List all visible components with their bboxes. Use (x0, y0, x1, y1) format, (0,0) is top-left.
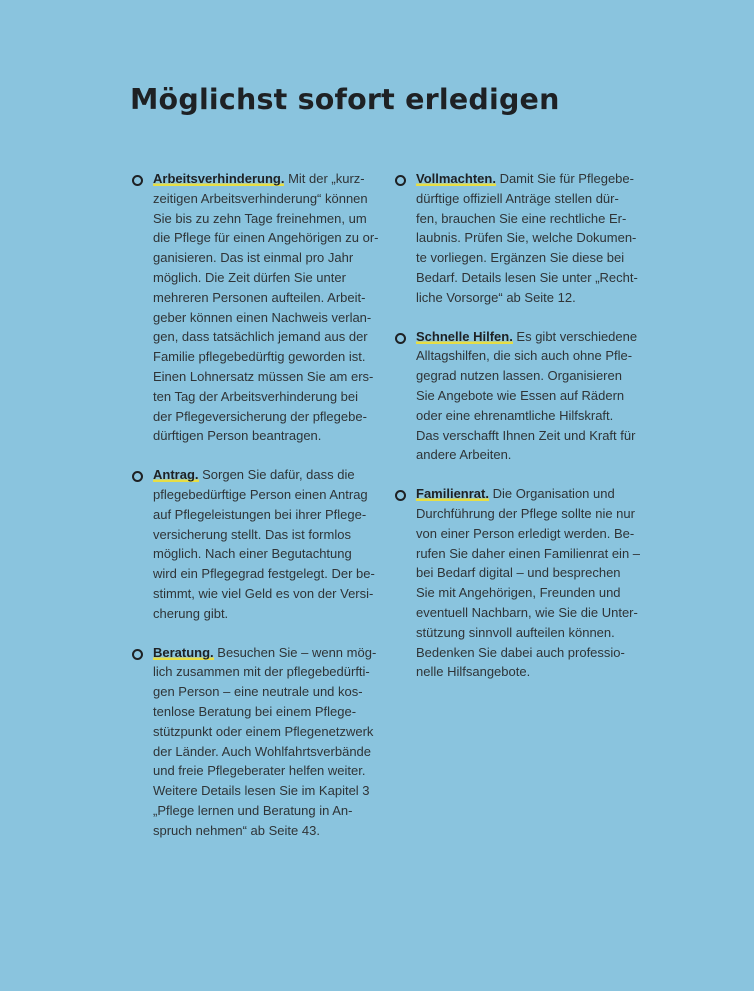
item-body-start: Mit der „kurz- (284, 171, 365, 186)
text-line: „Pflege lernen und Beratung in An- (153, 802, 353, 818)
item-text (153, 643, 377, 841)
circle-bullet-icon (395, 175, 406, 186)
text-line: pflegebedürftige Person einen Antrag (153, 486, 368, 502)
item-text (416, 169, 640, 308)
text-line: oder eine ehrenamtliche Hilfskraft. (416, 407, 614, 423)
text-line: Bedenken Sie dabei auch professio- (416, 644, 625, 660)
text-line: Einen Lohnersatz müssen Sie am ers- (153, 368, 374, 384)
text-line: Alltagshilfen, die sich auch ohne Pfle- (416, 348, 633, 364)
text-line: die Pflege für einen Angehörigen zu or- (153, 230, 379, 246)
list-item (394, 484, 640, 682)
text-line: tenlose Beratung bei einem Pflege- (153, 703, 357, 719)
item-heading: Familienrat. (416, 486, 489, 502)
text-line: Weitere Details lesen Sie im Kapitel 3 (153, 783, 370, 799)
text-line: mehreren Personen aufteilen. Arbeit- (153, 289, 366, 305)
item-text (416, 484, 640, 682)
item-text (416, 327, 640, 466)
list-item (131, 643, 377, 841)
right-column (394, 169, 640, 701)
circle-bullet-icon (132, 649, 143, 660)
page-title: Möglichst sofort erledigen (130, 83, 560, 116)
text-line: fen, brauchen Sie eine rechtliche Er- (416, 210, 627, 226)
item-body-start: Es gibt verschiedene (512, 328, 638, 344)
text-line: ganisieren. Das ist einmal pro Jahr (153, 250, 354, 266)
item-body-start: Sorgen Sie dafür, dass die (198, 467, 355, 483)
item-body-start: Besuchen Sie – wenn mög- (213, 644, 377, 660)
item-heading: Antrag. (153, 467, 199, 483)
circle-bullet-icon (132, 471, 143, 482)
text-line: versicherung stellt. Das ist formlos (153, 526, 351, 542)
circle-bullet-icon (395, 333, 406, 344)
text-line: dürftige offiziell Anträge stellen dür- (416, 190, 619, 206)
item-body-start: Damit Sie für Pflegebe- (495, 171, 634, 186)
left-column (131, 169, 377, 860)
item-text (153, 169, 377, 446)
text-line: spruch nehmen“ ab Seite 43. (153, 822, 320, 838)
item-heading: Arbeitsverhinderung. (153, 171, 285, 186)
text-line: Sie mit Angehörigen, Freunden und (416, 585, 621, 601)
text-line (416, 484, 640, 504)
text-line: auf Pflegeleistungen bei ihrer Pflege- (153, 506, 367, 522)
text-line: zeitigen Arbeitsverhinderung“ können (153, 190, 368, 206)
text-line: liche Vorsorge“ ab Seite 12. (416, 289, 576, 305)
text-line: laubnis. Prüfen Sie, welche Dokumen- (416, 230, 637, 246)
list-item (394, 169, 640, 308)
text-line: und freie Pflegeberater helfen weiter. (153, 763, 366, 779)
text-line: von einer Person erledigt werden. Be- (416, 525, 635, 541)
text-line: dürftigen Person beantragen. (153, 428, 322, 444)
list-item (131, 465, 377, 623)
text-line: gen, dass tatsächlich jemand aus der (153, 329, 368, 345)
text-line: eventuell Nachbarn, wie Sie die Unter- (416, 604, 638, 620)
list-item (394, 327, 640, 466)
text-line: Sie Angebote wie Essen auf Rädern (416, 387, 625, 403)
text-line: te vorliegen. Ergänzen Sie diese bei (416, 250, 625, 266)
text-line: wird ein Pflegegrad festgelegt. Der be- (153, 566, 375, 582)
text-line (416, 169, 640, 189)
text-line: andere Arbeiten. (416, 447, 512, 463)
text-line: möglich. Nach einer Begutachtung (153, 546, 352, 562)
text-line (153, 643, 377, 663)
circle-bullet-icon (395, 490, 406, 501)
item-text (153, 465, 377, 623)
text-line: gen Person – eine neutrale und kos- (153, 684, 363, 700)
list-item (131, 169, 377, 446)
text-line: rufen Sie daher einen Familienrat ein – (416, 545, 641, 561)
text-line: Bedarf. Details lesen Sie unter „Recht- (416, 269, 638, 285)
text-line (153, 465, 377, 485)
item-body-start: Die Organisation und (488, 486, 615, 502)
text-line: bei Bedarf digital – und besprechen (416, 565, 621, 581)
text-line (416, 327, 640, 347)
text-line: geber können einen Nachweis verlan- (153, 309, 372, 325)
text-line: Das verschafft Ihnen Zeit und Kraft für (416, 427, 636, 443)
item-heading: Beratung. (153, 644, 214, 660)
text-line: gegrad nutzen lassen. Organisieren (416, 368, 622, 384)
text-line: möglich. Die Zeit dürfen Sie unter (153, 269, 346, 285)
text-line: Familie pflegebedürftig geworden ist. (153, 349, 366, 365)
text-line: stützpunkt oder einem Pflegenetzwerk (153, 723, 374, 739)
text-line: ten Tag der Arbeitsverhinderung bei (153, 388, 359, 404)
text-line: stützung sinnvoll aufteilen können. (416, 624, 615, 640)
circle-bullet-icon (132, 175, 143, 186)
item-heading: Vollmachten. (416, 171, 496, 186)
text-line: nelle Hilfsangebote. (416, 664, 531, 680)
text-line: der Pflegeversicherung der pflegebe- (153, 408, 367, 424)
text-line (153, 169, 377, 189)
text-line: lich zusammen mit der pflegebedürfti- (153, 664, 370, 680)
item-heading: Schnelle Hilfen. (416, 328, 513, 344)
text-line: Sie bis zu zehn Tage freinehmen, um (153, 210, 367, 226)
text-line: cherung gibt. (153, 605, 229, 621)
text-line: stimmt, wie viel Geld es von der Versi- (153, 585, 374, 601)
text-line: Durchführung der Pflege sollte nie nur (416, 505, 635, 521)
text-line: der Länder. Auch Wohlfahrtsverbände (153, 743, 372, 759)
